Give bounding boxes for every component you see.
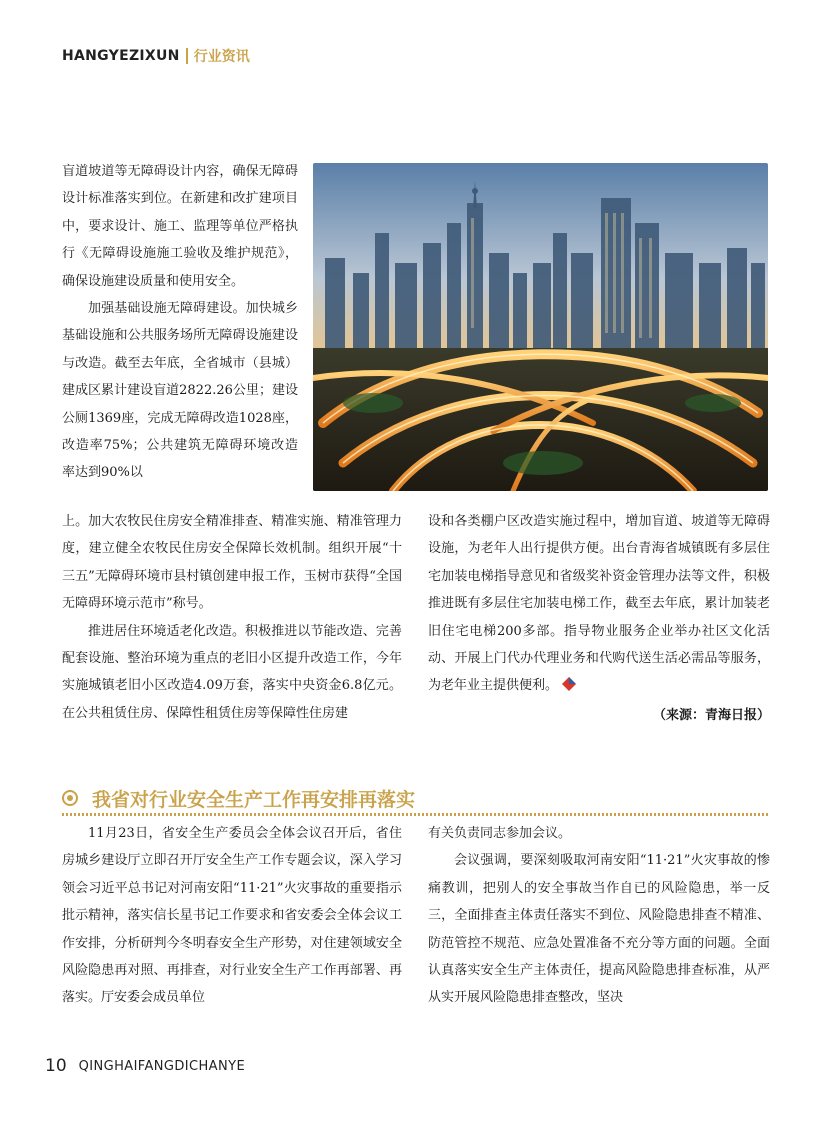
- page-footer: [45, 1054, 245, 1078]
- paragraph: [428, 508, 770, 700]
- paragraph: 11月23日，省安全生产委员会全体会议召开后，省住房城乡建设厅立即召开厅安全生产工作专题会议，深入学习领会习近平总书记对河南安阳“11·21”火灾事故的重要指示批示精神，落实信长星书记工作要求和省安委会全体会议工作安排，分析研判今冬明春安全生产形势，对住建领域安全风险隐患再对照、再排查，对行业安全生产工作再部署、再落实。厅安委会成员单位: [62, 826, 402, 1006]
- article2-headline-bar: [62, 782, 770, 814]
- article1-column-left-top: [62, 158, 298, 487]
- article-end-icon: [562, 677, 576, 691]
- article2-headline: 我省对行业安全生产工作再安排再落实: [92, 788, 416, 811]
- article2-column-right: [428, 820, 770, 1012]
- paragraph: 会议强调，要深刻吸取河南安阳“11·21”火灾事故的惨痛教训，把别人的安全事故当作自已的风险隐患，举一反三，全面排查主体责任落实不到位、风险隐患排查不精准、防范管控不规范、应急处置准备不充分等方面的问题。全面认真落实安全生产主体责任，提高风险隐患排查标准，从严从实开展风险隐患排查整改，坚决: [428, 853, 770, 1006]
- article2-column-left: [62, 820, 402, 1012]
- header-section-label: 行业资讯: [193, 49, 250, 65]
- magazine-name: QINGHAIFANGDICHANYE: [78, 1058, 246, 1074]
- paragraph: 上。加大农牧民住房安全精准排查、精准实施、精准管理力度，建立健全农牧民住房安全保障长效机制。组织开展“十三五”无障碍环境市县村镇创建申报工作，玉树市获得“全国无障碍环境示范市”称号。: [62, 514, 402, 612]
- header-divider: [186, 48, 188, 64]
- page-number: 10: [45, 1056, 67, 1076]
- headline-divider: [62, 813, 770, 816]
- running-header: [62, 44, 250, 68]
- paragraph: 盲道坡道等无障碍设计内容，确保无障碍设计标准落实到位。在新建和改扩建项目中，要求设计、施工、监理等单位严格执行《无障碍设施施工验收及维护规范》，确保设施建设质量和使用安全。: [62, 164, 298, 289]
- paragraph-text: 设和各类棚户区改造实施过程中，增加盲道、坡道等无障碍设施，为老年人出行提供方便。出台青海省城镇既有多层住宅加装电梯指导意见和省级奖补资金管理办法等文件，积极推进既有多层住宅加装电梯工作，截至去年底，累计加装老旧住宅电梯200多部。指导物业服务企业举办社区文化活动、开展上门代办代理业务和代购代送生活必需品等服务，为老年业主提供便利。: [428, 514, 770, 694]
- paragraph: 有关负责同志参加会议。: [428, 826, 572, 841]
- bullet-circle-icon: [62, 790, 78, 806]
- paragraph: 加强基础设施无障碍建设。加快城乡基础设施和公共服务场所无障碍设施建设与改造。截至去年底，全省城市（县城）建成区累计建设盲道2822.26公里；建设公厕1369座，完成无障碍改造1028座，改造率75%；公共建筑无障碍环境改造率达到90%以: [62, 301, 298, 481]
- header-brand: HANGYEZIXUN: [62, 48, 180, 64]
- article1-column-left-bottom: [62, 508, 402, 727]
- article-source: （来源：青海日报）: [652, 707, 770, 723]
- paragraph: 推进居住环境适老化改造。积极推进以节能改造、完善配套设施、整治环境为重点的老旧小区提升改造工作，今年实施城镇老旧小区改造4.09万套，落实中央资金6.8亿元。在公共租赁住房、保障性租赁住房等保障性住房建: [62, 623, 402, 721]
- city-interchange-photo: [313, 163, 768, 491]
- article1-column-right-bottom: [428, 508, 770, 729]
